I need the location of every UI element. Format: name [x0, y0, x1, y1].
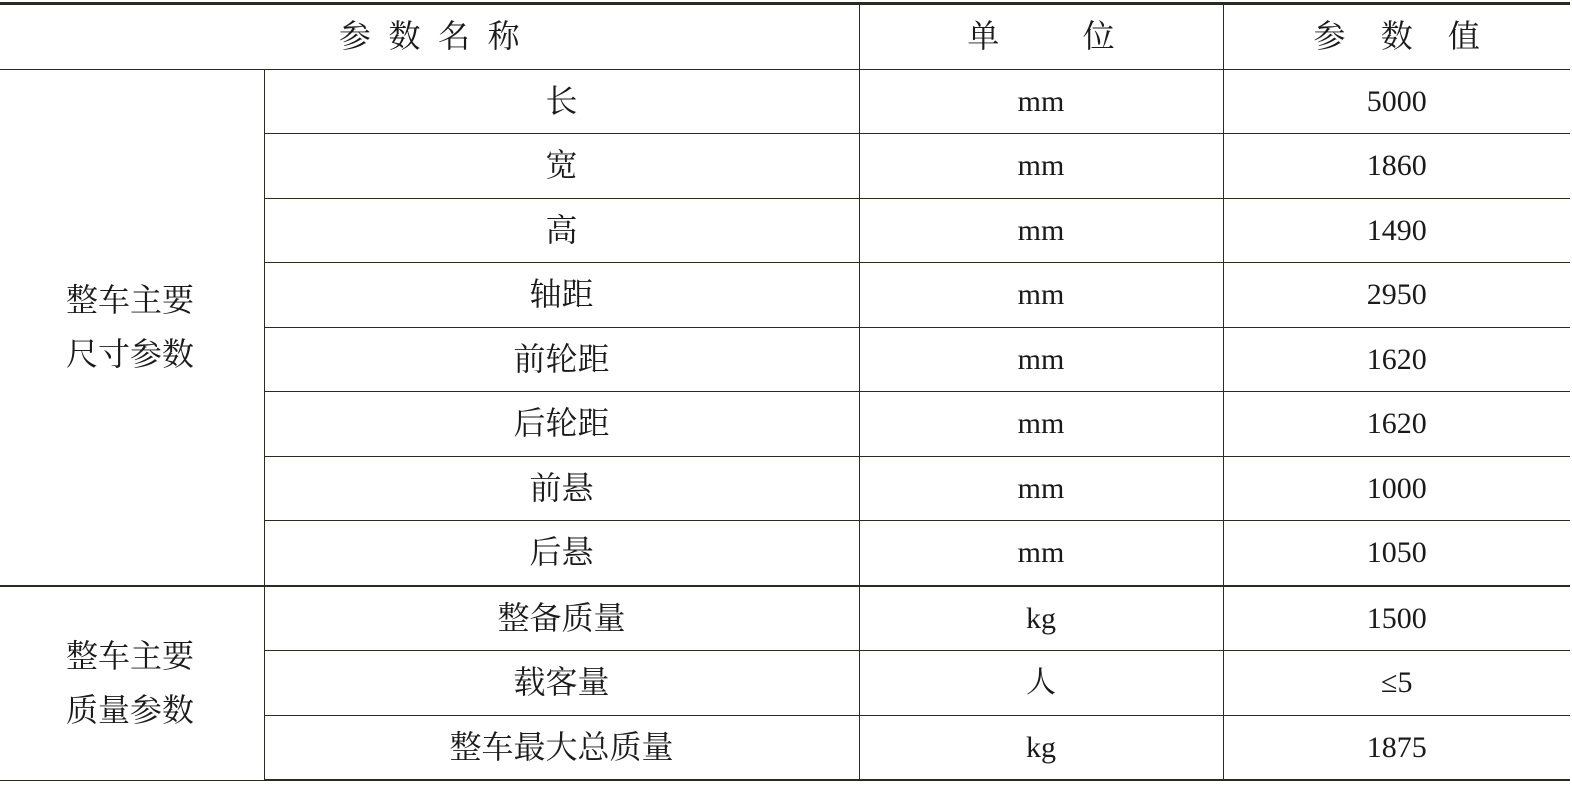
- parameter-name-cell: 整备质量: [264, 586, 859, 651]
- unit-cell: kg: [859, 586, 1223, 651]
- group-label-line: 整车主要: [66, 282, 195, 318]
- table-row: [0, 69, 1570, 134]
- unit-cell: mm: [859, 263, 1223, 328]
- unit-cell: mm: [859, 198, 1223, 263]
- group-label-dimensions: [0, 69, 264, 586]
- parameter-name-cell: 高: [264, 198, 859, 263]
- value-cell: 1620: [1223, 392, 1570, 457]
- value-cell: 1500: [1223, 586, 1570, 651]
- header-parameter-name: 参数名称: [0, 4, 859, 70]
- unit-cell: mm: [859, 69, 1223, 134]
- group-label-line: 尺寸参数: [66, 336, 195, 372]
- unit-cell: kg: [859, 715, 1223, 780]
- parameter-name-cell: 前悬: [264, 456, 859, 521]
- unit-cell: mm: [859, 392, 1223, 457]
- parameter-name-cell: 载客量: [264, 651, 859, 716]
- parameter-name-cell: 后轮距: [264, 392, 859, 457]
- table-body: [0, 69, 1570, 780]
- group-label-line: 质量参数: [66, 692, 195, 728]
- parameter-name-cell: 整车最大总质量: [264, 715, 859, 780]
- unit-cell: mm: [859, 134, 1223, 199]
- value-cell: 1620: [1223, 327, 1570, 392]
- parameter-name-cell: 后悬: [264, 521, 859, 586]
- table-header: [0, 4, 1570, 70]
- value-cell: 5000: [1223, 69, 1570, 134]
- group-label-mass: [0, 586, 264, 781]
- table-row: [0, 586, 1570, 651]
- vehicle-parameters-table: [0, 2, 1570, 781]
- value-cell: 1860: [1223, 134, 1570, 199]
- parameter-name-cell: 长: [264, 69, 859, 134]
- parameter-name-cell: 轴距: [264, 263, 859, 328]
- header-row: [0, 4, 1570, 70]
- group-label-line: 整车主要: [66, 638, 195, 674]
- value-cell: 1050: [1223, 521, 1570, 586]
- value-cell: 1875: [1223, 715, 1570, 780]
- parameter-name-cell: 宽: [264, 134, 859, 199]
- header-unit: 单位: [859, 4, 1223, 70]
- unit-cell: 人: [859, 651, 1223, 716]
- unit-cell: mm: [859, 521, 1223, 586]
- parameter-name-cell: 前轮距: [264, 327, 859, 392]
- value-cell: ≤5: [1223, 651, 1570, 716]
- unit-cell: mm: [859, 456, 1223, 521]
- value-cell: 1490: [1223, 198, 1570, 263]
- value-cell: 1000: [1223, 456, 1570, 521]
- unit-cell: mm: [859, 327, 1223, 392]
- header-parameter-value: 参数值: [1223, 4, 1570, 70]
- value-cell: 2950: [1223, 263, 1570, 328]
